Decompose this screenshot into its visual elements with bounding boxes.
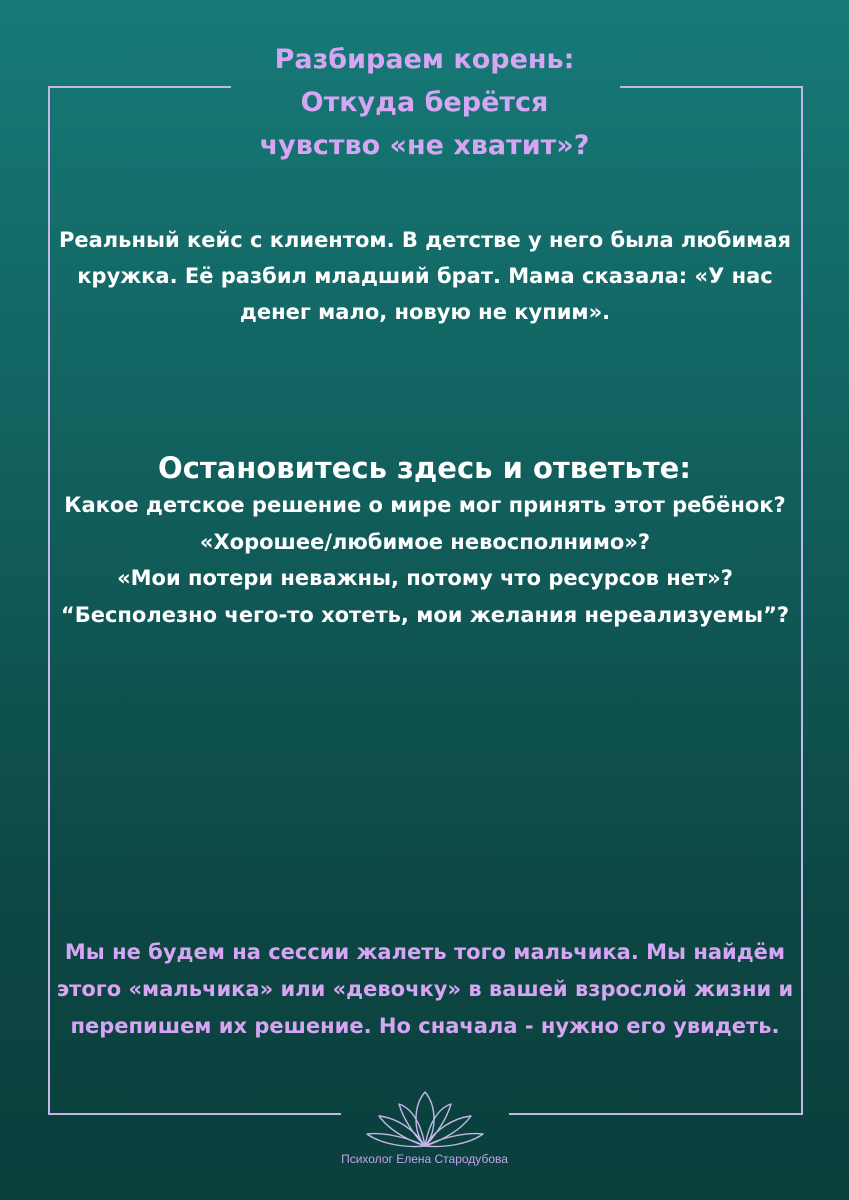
question-item: Какое детское решение о мире мог принять этот ребёнок? xyxy=(64,493,786,517)
frame-bottom-left-line xyxy=(48,1113,341,1115)
case-description: Реальный кейс с клиентом. В детстве у него была любимая кружка. Её разбил младший брат. Мама сказала: «У нас денег мало, новую не купим». xyxy=(59,228,791,324)
question-item: «Мои потери неважны, потому что ресурсов нет»? xyxy=(117,566,733,590)
question-item: «Хорошее/любимое невосполнимо»? xyxy=(199,529,651,554)
title-line-3: чувство «не хватит»? xyxy=(259,130,590,161)
author-signature: Психолог Елена Стародубова xyxy=(341,1152,508,1166)
closing-statement: Мы не будем на сессии жалеть того мальчика. Мы найдём этого «мальчика» или «девочку» в вашей взрослой жизни и перепишем их решение. Но сначала - нужно его увидеть. xyxy=(56,940,794,1038)
page-title xyxy=(0,38,849,167)
frame-left-line xyxy=(48,86,50,1115)
title-line-1: Разбираем корень: xyxy=(274,44,575,75)
title-line-2: Откуда берётся xyxy=(300,87,549,118)
frame-right-line xyxy=(801,86,803,1115)
prompt-heading: Остановитесь здесь и ответьте: xyxy=(158,451,691,485)
question-item: “Бесполезно чего-то хотеть, мои желания нереализуемы”? xyxy=(60,602,790,627)
lotus-icon xyxy=(363,1088,487,1152)
frame-bottom-right-line xyxy=(509,1113,803,1115)
question-list xyxy=(55,487,795,633)
